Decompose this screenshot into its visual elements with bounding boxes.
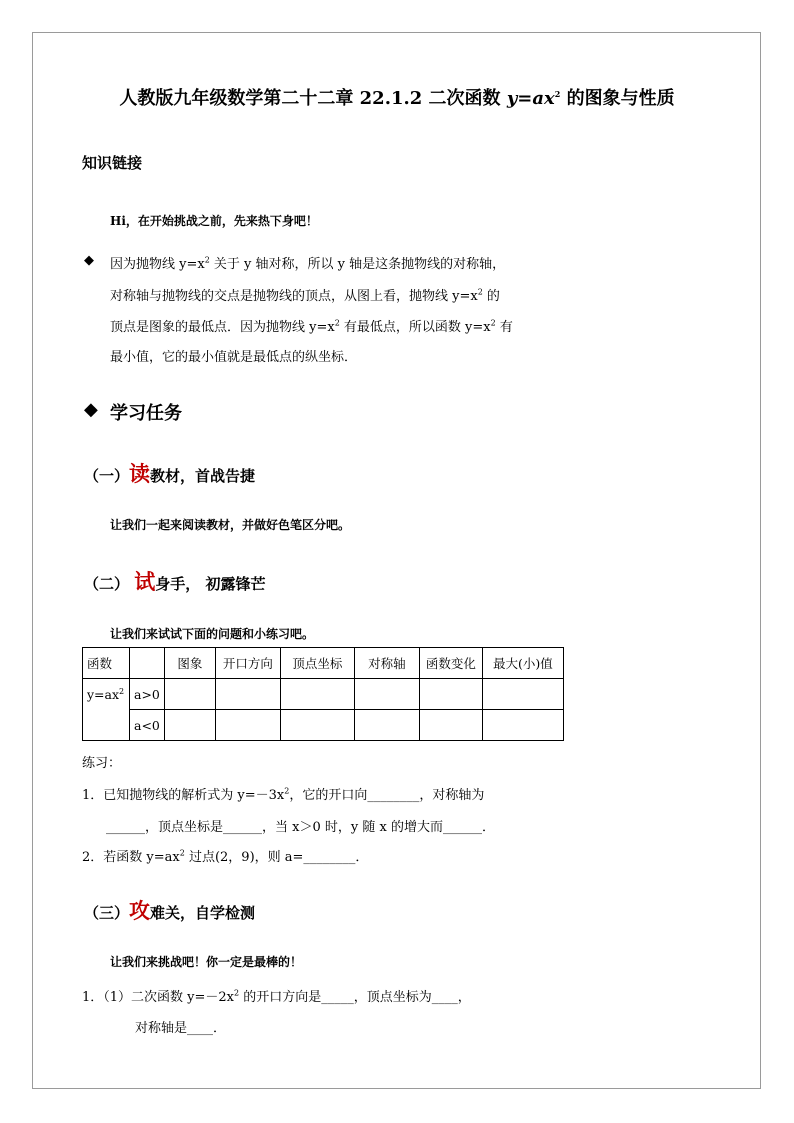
knowledge-heading: 知识链接: [82, 154, 143, 172]
table-header-cell: [130, 648, 165, 679]
diamond-bullet-icon: ◆: [84, 253, 94, 268]
practice-q1-line1: 1．已知抛物线的解析式为 $y=-3x^2$，它的开口向________，对称轴为: [82, 786, 485, 803]
section2-instruction: 让我们来试试下面的问题和小练习吧。: [110, 627, 315, 641]
table-header-cell: 对称轴: [354, 648, 419, 679]
table-row: [83, 710, 564, 741]
table-blank-cell[interactable]: [354, 710, 419, 741]
table-header-cell: 图象: [164, 648, 215, 679]
table-blank-cell[interactable]: [164, 710, 215, 741]
table-row: [83, 679, 564, 710]
study-heading: 学习任务: [110, 403, 182, 424]
table-function-cell: $y=ax^2$: [83, 679, 130, 741]
page-title: 人教版九年级数学第二十二章 22.1.2 二次函数 $y=ax^2$ 的图象与性质: [119, 88, 675, 109]
study-bullet-icon: ◆: [84, 399, 98, 420]
table-blank-cell[interactable]: [354, 679, 419, 710]
table-header-cell: 顶点坐标: [280, 648, 354, 679]
table-blank-cell[interactable]: [215, 710, 280, 741]
section3-heading: （三）攻难关，自学检测: [84, 898, 256, 923]
section3-instruction: 让我们来挑战吧！你一定是最棒的！: [110, 955, 303, 969]
table-header-cell: 函数: [83, 648, 130, 679]
table-blank-cell[interactable]: [164, 679, 215, 710]
practice-q1-line2: ______，顶点坐标是______，当 x＞0 时，y 随 x 的增大而______．: [106, 820, 495, 835]
table-blank-cell[interactable]: [280, 710, 354, 741]
section3-q1-line2: 对称轴是____．: [135, 1021, 227, 1036]
table-blank-cell[interactable]: [482, 679, 563, 710]
section1-heading: （一）读教材，首战告捷: [84, 461, 256, 486]
knowledge-line-3: 顶点是图象的最低点．因为抛物线 $y=x^2$ 有最低点，所以函数 $y=x^2$ 有: [110, 318, 513, 335]
page-border: [32, 32, 761, 1089]
table-row-label: a<0: [130, 710, 165, 741]
table-header-cell: 开口方向: [215, 648, 280, 679]
table-header-cell: 函数变化: [419, 648, 482, 679]
table-header-row: [83, 648, 564, 679]
practice-q2: 2．若函数 $y=ax^2$ 过点(2，9)，则 a=________．: [82, 848, 369, 865]
section1-instruction: 让我们一起来阅读教材，并做好色笔区分吧。: [110, 518, 351, 532]
greeting-text: Hi，在开始挑战之前，先来热下身吧！: [110, 214, 318, 228]
practice-label: 练习：: [82, 756, 122, 771]
table-blank-cell[interactable]: [482, 710, 563, 741]
table-blank-cell[interactable]: [280, 679, 354, 710]
table-header-cell: 最大(小)值: [482, 648, 563, 679]
section2-heading: （二） 试身手， 初露锋芒: [84, 569, 266, 594]
section3-q1-line1: 1．（1）二次函数 $y=-2x^2$ 的开口方向是_____，顶点坐标为____，: [82, 988, 471, 1005]
knowledge-line-4: 最小值，它的最小值就是最低点的纵坐标．: [110, 350, 358, 365]
knowledge-line-2: 对称轴与抛物线的交点是抛物线的顶点，从图上看，抛物线 $y=x^2$ 的: [110, 287, 500, 304]
knowledge-line-1: 因为抛物线 $y=x^2$ 关于 y 轴对称，所以 y 轴是这条抛物线的对称轴，: [110, 255, 506, 272]
table-blank-cell[interactable]: [419, 679, 482, 710]
table-row-label: a>0: [130, 679, 165, 710]
table-blank-cell[interactable]: [419, 710, 482, 741]
table-blank-cell[interactable]: [215, 679, 280, 710]
property-table: [82, 647, 564, 741]
